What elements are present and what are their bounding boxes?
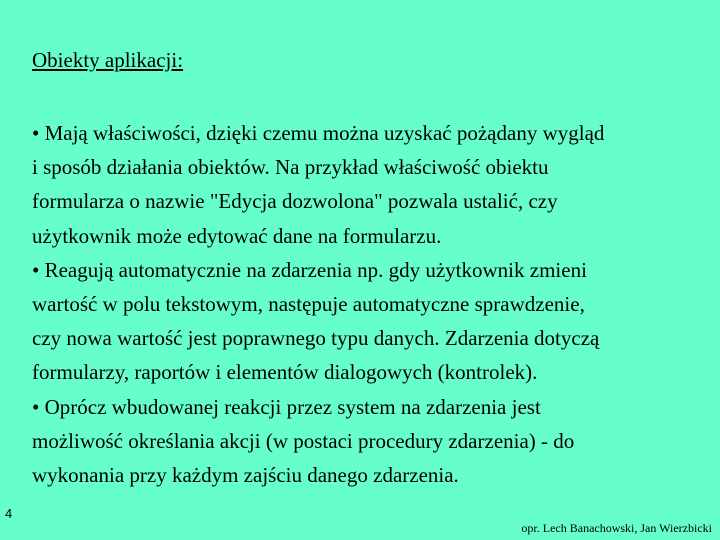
slide-body bbox=[32, 116, 712, 492]
body-line: użytkownik może edytować dane na formularzu. bbox=[32, 223, 442, 248]
body-line: możliwość określania akcji (w postaci procedury zdarzenia) - do bbox=[32, 428, 575, 453]
body-line: wykonania przy każdym zajściu danego zdarzenia. bbox=[32, 463, 459, 488]
slide-heading: Obiekty aplikacji: bbox=[32, 48, 184, 72]
body-line: • Reagują automatycznie na zdarzenia np. gdy użytkownik zmieni bbox=[32, 257, 587, 282]
body-line: i sposób działania obiektów. Na przykład właściwość obiektu bbox=[32, 155, 549, 180]
body-line: • Mają właściwości, dzięki czemu można uzyskać pożądany wygląd bbox=[32, 121, 605, 145]
body-line: • Oprócz wbudowanej reakcji przez system na zdarzenia jest bbox=[32, 394, 541, 419]
body-line: formularzy, raportów i elementów dialogowych (kontrolek). bbox=[32, 360, 538, 385]
body-line: czy nowa wartość jest poprawnego typu danych. Zdarzenia dotyczą bbox=[32, 326, 600, 351]
page-number: 4 bbox=[5, 506, 13, 521]
footer-credit: opr. Lech Banachowski, Jan Wierzbicki bbox=[521, 521, 712, 535]
body-line: wartość w polu tekstowym, następuje automatyczne sprawdzenie, bbox=[32, 292, 585, 317]
body-line: formularza o nazwie "Edycja dozwolona" pozwala ustalić, czy bbox=[32, 189, 558, 214]
